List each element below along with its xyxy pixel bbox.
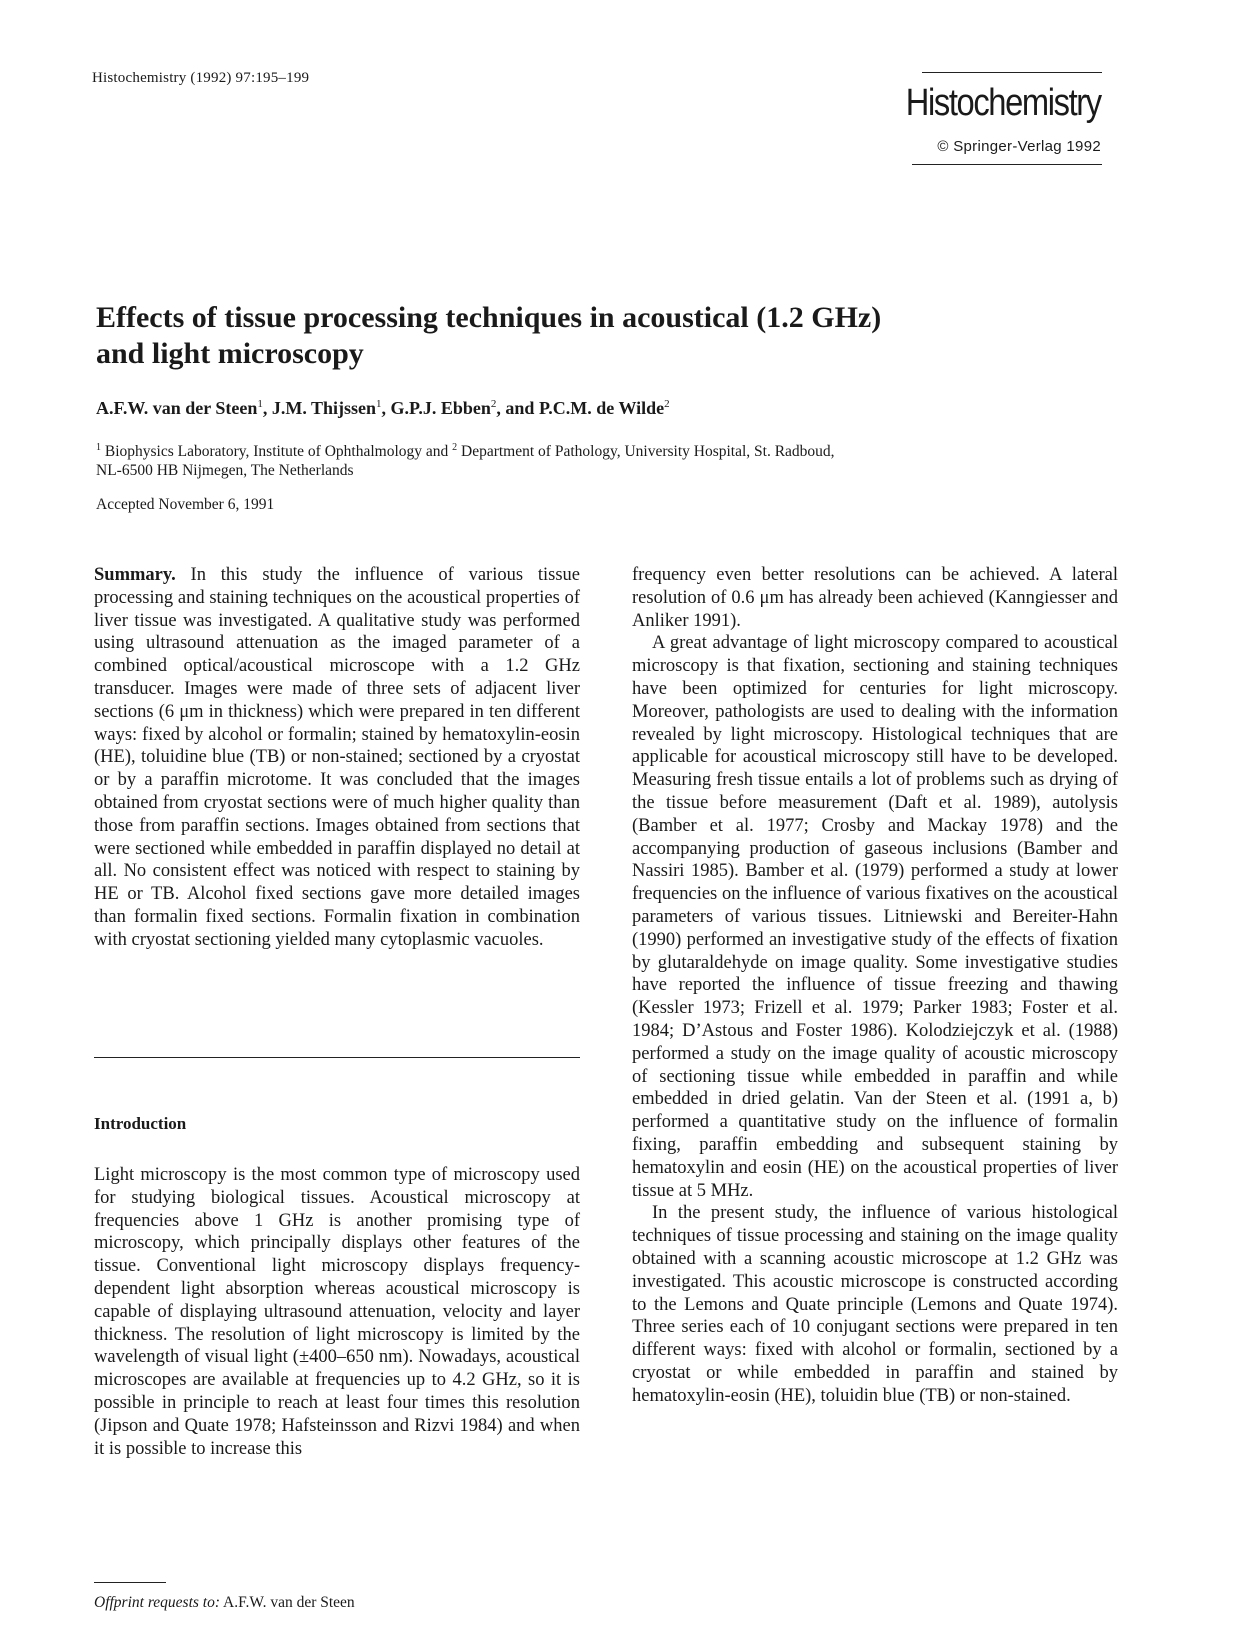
affiliations — [96, 438, 1096, 480]
header-rule-top — [922, 72, 1102, 73]
accepted-date: Accepted November 6, 1991 — [96, 496, 275, 513]
copyright-notice: © Springer-Verlag 1992 — [937, 138, 1101, 155]
body-paragraph: A great advantage of light microscopy compared to acoustical microscopy is that fixation, sectioning and staining techniques have been optimized for centuries for light microscopy. Moreover, pathologists are used to dealing with the information revealed by light microscopy. Histological techniques that are applicable for acoustical microscopy still have to be developed. Measuring fresh tissue entails a lot of problems such as drying of the tissue before measurement (Daft et al. 1989), autolysis (Bamber et al. 1977; Crosby and Mackay 1978) and the accompanying production of gaseous inclusions (Bamber and Nassiri 1985). Bamber et al. (1979) performed a study at lower frequencies on the influence of various fixatives on the acoustical parameters of various tissues. Litniewski and Bereiter-Hahn (1990) performed an investigative study of the effects of fixation by glutaraldehyde on image quality. Some investigative studies have reported the influence of tissue freezing and thawing (Kessler 1973; Frizell et al. 1979; Parker 1983; Foster et al. 1984; D’Astous and Foster 1986). Kolodziejczyk et al. (1988) performed a study on the image quality of acoustic microscopy of sectioning tissue while embedded in paraffin and while embedded in dried gelatin. Van der Steen et al. (1991 a, b) performed a quantitative study on the influence of formalin fixing, paraffin embedding and subsequent staining by hematoxylin and eosin (HE) on the acoustical properties of liver tissue at 5 MHz. — [632, 633, 1118, 1201]
author-name: P.C.M. de Wilde — [538, 398, 665, 418]
affiliation-text: Biophysics Laboratory, Institute of Ophthalmology and — [101, 443, 453, 461]
summary-divider — [94, 1057, 580, 1058]
affiliation-line-2: NL-6500 HB Nijmegen, The Netherlands — [96, 462, 354, 480]
affiliation-line-1 — [96, 438, 1096, 461]
affiliation-mark: 2 — [452, 442, 458, 453]
summary-label: Summary. — [94, 565, 176, 585]
summary-section — [94, 564, 580, 952]
right-column — [632, 564, 1118, 1407]
body-paragraph: In the present study, the influence of various histological techniques of tissue processing and staining on the image quality obtained with a scanning acoustic microscope at 1.2 GHz was investigated. This acoustic microscope is constructed according to the Lemons and Quate principle (Lemons and Quate 1974). Three series each of 10 conjugant sections were prepared in ten different ways: fixed with alcohol or formalin, sectioned by a cryostat or while embedded in paraffin and stained by hematoxylin-eosin (HE), toluidin blue (TB) or non-stained. — [632, 1203, 1118, 1406]
author-separator: , and — [496, 398, 539, 418]
journal-citation: Histochemistry (1992) 97:195–199 — [92, 70, 310, 86]
author-separator: , — [381, 398, 391, 418]
author-name: J.M. Thijssen — [271, 398, 377, 418]
introduction-paragraph: Light microscopy is the most common type of microscopy used for studying biological tissues. Acoustical microscopy at frequencies above 1 GHz is another promising type of microscopy, which principally displays other features of the tissue. Conventional light microscopy displays frequency-dependent light absorption whereas acoustical microscopy is capable of displaying ultrasound attenuation, velocity and layer thickness. The resolution of light microscopy is limited by the wavelength of visual light (±400–650 nm). Nowadays, acoustical microscopes are available at frequencies up to 4.2 GHz, so it is possible in principle to reach at least four times this resolution (Jipson and Quate 1978; Hafsteinsson and Rizvi 1984) and when it is possible to increase this — [94, 1165, 580, 1459]
offprint-name: A.F.W. van der Steen — [220, 1594, 355, 1611]
author-affiliation-mark: 2 — [490, 398, 497, 410]
author-name: G.P.J. Ebben — [390, 398, 491, 418]
introduction-heading: Introduction — [94, 1114, 187, 1133]
author-affiliation-mark: 1 — [376, 398, 382, 410]
author-separator: , — [262, 398, 272, 418]
author-list — [96, 398, 670, 419]
offprint-label: Offprint requests to: — [94, 1594, 221, 1611]
author-name: A.F.W. van der Steen — [96, 398, 258, 418]
journal-name: Histochemistry — [905, 82, 1101, 124]
affiliation-mark: 1 — [96, 442, 101, 453]
author-affiliation-mark: 1 — [257, 398, 263, 410]
title-line-2: and light microscopy — [96, 337, 364, 370]
offprint-footnote — [94, 1594, 355, 1612]
header-rule-bottom — [912, 164, 1102, 165]
body-paragraph: frequency even better resolutions can be achieved. A lateral resolution of 0.6 μm has already been achieved (Kanngiesser and Anliker 1991). — [632, 565, 1118, 631]
affiliation-text: Department of Pathology, University Hospital, St. Radboud, — [457, 443, 835, 461]
introduction-body — [94, 1164, 580, 1460]
footnote-rule — [94, 1582, 166, 1583]
article-title — [96, 300, 1096, 372]
summary-text: In this study the influence of various tissue processing and staining techniques on the acoustical properties of liver tissue was investigated. A qualitative study was performed using ultrasound attenuation as the imaged parameter of a combined optical/acoustical microscope with a 1.2 GHz transducer. Images were made of three sets of adjacent liver sections (6 μm in thickness) which were prepared in ten different ways: fixed by alcohol or formalin; stained by hematoxylin-eosin (HE), toluidine blue (TB) or non-stained; sectioned by a cryostat or by a paraffin microtome. It was concluded that the images obtained from cryostat sections were of much higher quality than those from paraffin sections. Images obtained from sections that were sectioned while embedded in paraffin displayed no detail at all. No consistent effect was noticed with respect to staining by HE or TB. Alcohol fixed sections gave more detailed images than formalin fixed sections. Formalin fixation in combination with cryostat sectioning yielded many cytoplasmic vacuoles. — [94, 565, 580, 950]
summary-paragraph — [94, 564, 580, 952]
author-affiliation-mark: 2 — [664, 398, 670, 410]
title-line-1: Effects of tissue processing techniques in acoustical (1.2 GHz) — [96, 301, 882, 334]
